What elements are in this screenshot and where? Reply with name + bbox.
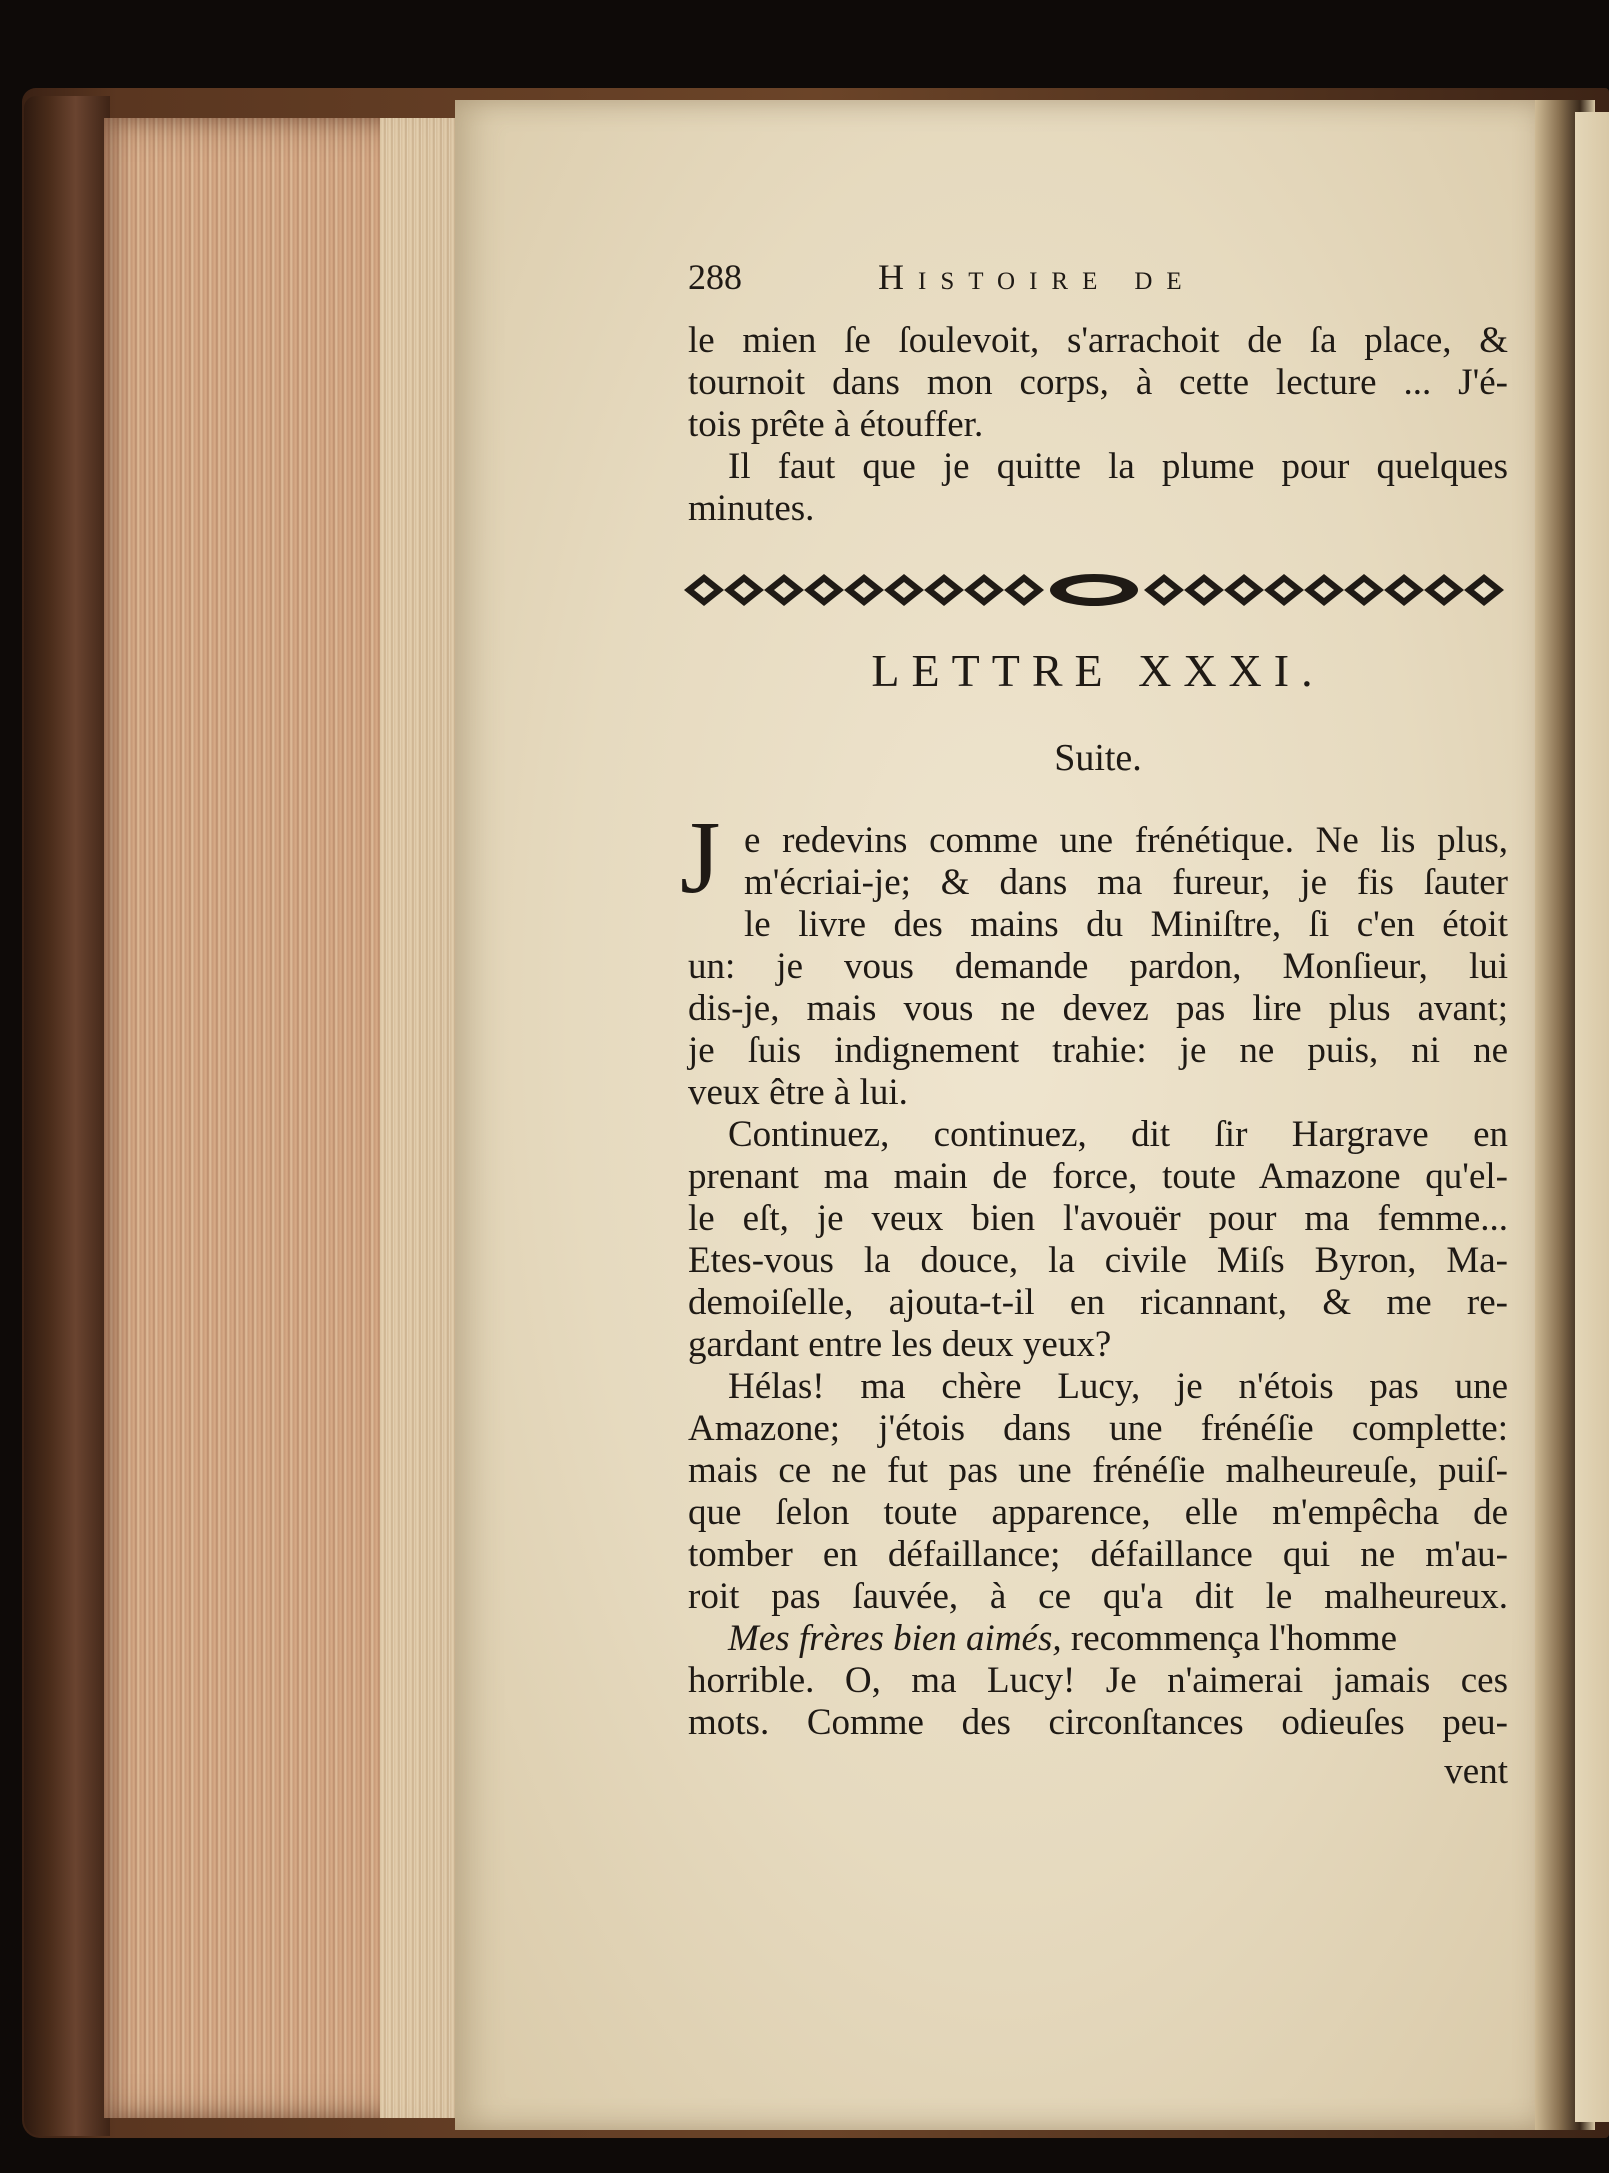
text-line: Amazone; j'étois dans une frénéſie complette:: [688, 1408, 1508, 1449]
catchword: vent: [1444, 1751, 1508, 1792]
text-line: le livre des mains du Miniſtre, ſi c'en étoit: [744, 904, 1508, 945]
text-line: mots. Comme des circonſtances odieuſes peu-: [688, 1702, 1508, 1743]
text-line: tournoit dans mon corps, à cette lecture ... J'é-: [688, 362, 1508, 403]
text-line: m'écriai-je; & dans ma fureur, je fis ſauter: [744, 862, 1508, 903]
text-line: tomber en défaillance; défaillance qui ne m'au-: [688, 1534, 1508, 1575]
text-line: le mien ſe ſoulevoit, s'arrachoit de ſa place, &: [688, 320, 1508, 361]
text-line: mais ce ne fut pas une frénéſie malheureuſe, puiſ-: [688, 1450, 1508, 1491]
text-line: que ſelon toute apparence, elle m'empêcha de: [688, 1492, 1508, 1533]
text-line: horrible. O, ma Lucy! Je n'aimerai jamais ces: [688, 1660, 1508, 1701]
running-title: Histoire de: [878, 257, 1196, 297]
decorative-ornament-band: [684, 568, 1504, 612]
text-line: Hélas! ma chère Lucy, je n'étois pas une: [728, 1366, 1508, 1407]
text-line: tois prête à étouffer.: [688, 404, 984, 445]
text-line: e redevins comme une frénétique. Ne lis plus,: [744, 820, 1508, 861]
text-line: je ſuis indignement trahie: je ne puis, ni ne: [688, 1030, 1508, 1071]
drop-cap: J: [680, 800, 721, 915]
text-line: minutes.: [688, 488, 815, 529]
text-line-italic-start: [728, 1616, 1397, 1662]
italic-phrase: Mes frères bien aimés,: [728, 1618, 1062, 1659]
page-number: 288: [688, 257, 742, 297]
chapter-subtitle: Suite.: [1054, 737, 1142, 779]
page-header: [688, 256, 1348, 306]
text-line: veux être à lui.: [688, 1072, 908, 1113]
text-line-remainder: recommença l'homme: [1070, 1618, 1398, 1659]
text-line: Continuez, continuez, dit ſir Hargrave en: [728, 1114, 1508, 1155]
text-line: un: je vous demande pardon, Monſieur, lui: [688, 946, 1508, 987]
text-line: demoiſelle, ajouta-t-il en ricannant, & me re-: [688, 1282, 1508, 1323]
text-line: Il faut que je quitte la plume pour quelques: [728, 446, 1508, 487]
text-line: roit pas ſauvée, à ce qu'a dit le malheureux.: [688, 1576, 1508, 1617]
chapter-title: LETTRE XXXI.: [871, 645, 1325, 696]
text-line: le eſt, je veux bien l'avouër pour ma femme...: [688, 1198, 1508, 1239]
text-line: gardant entre les deux yeux?: [688, 1324, 1112, 1365]
text-line: prenant ma main de force, toute Amazone qu'el-: [688, 1156, 1508, 1197]
facing-page-edge: [1575, 112, 1609, 2122]
text-line: Etes-vous la douce, la civile Miſs Byron, Ma-: [688, 1240, 1508, 1281]
book-cover-edge: [24, 96, 110, 2136]
text-line: dis-je, mais vous ne devez pas lire plus avant;: [688, 988, 1508, 1029]
